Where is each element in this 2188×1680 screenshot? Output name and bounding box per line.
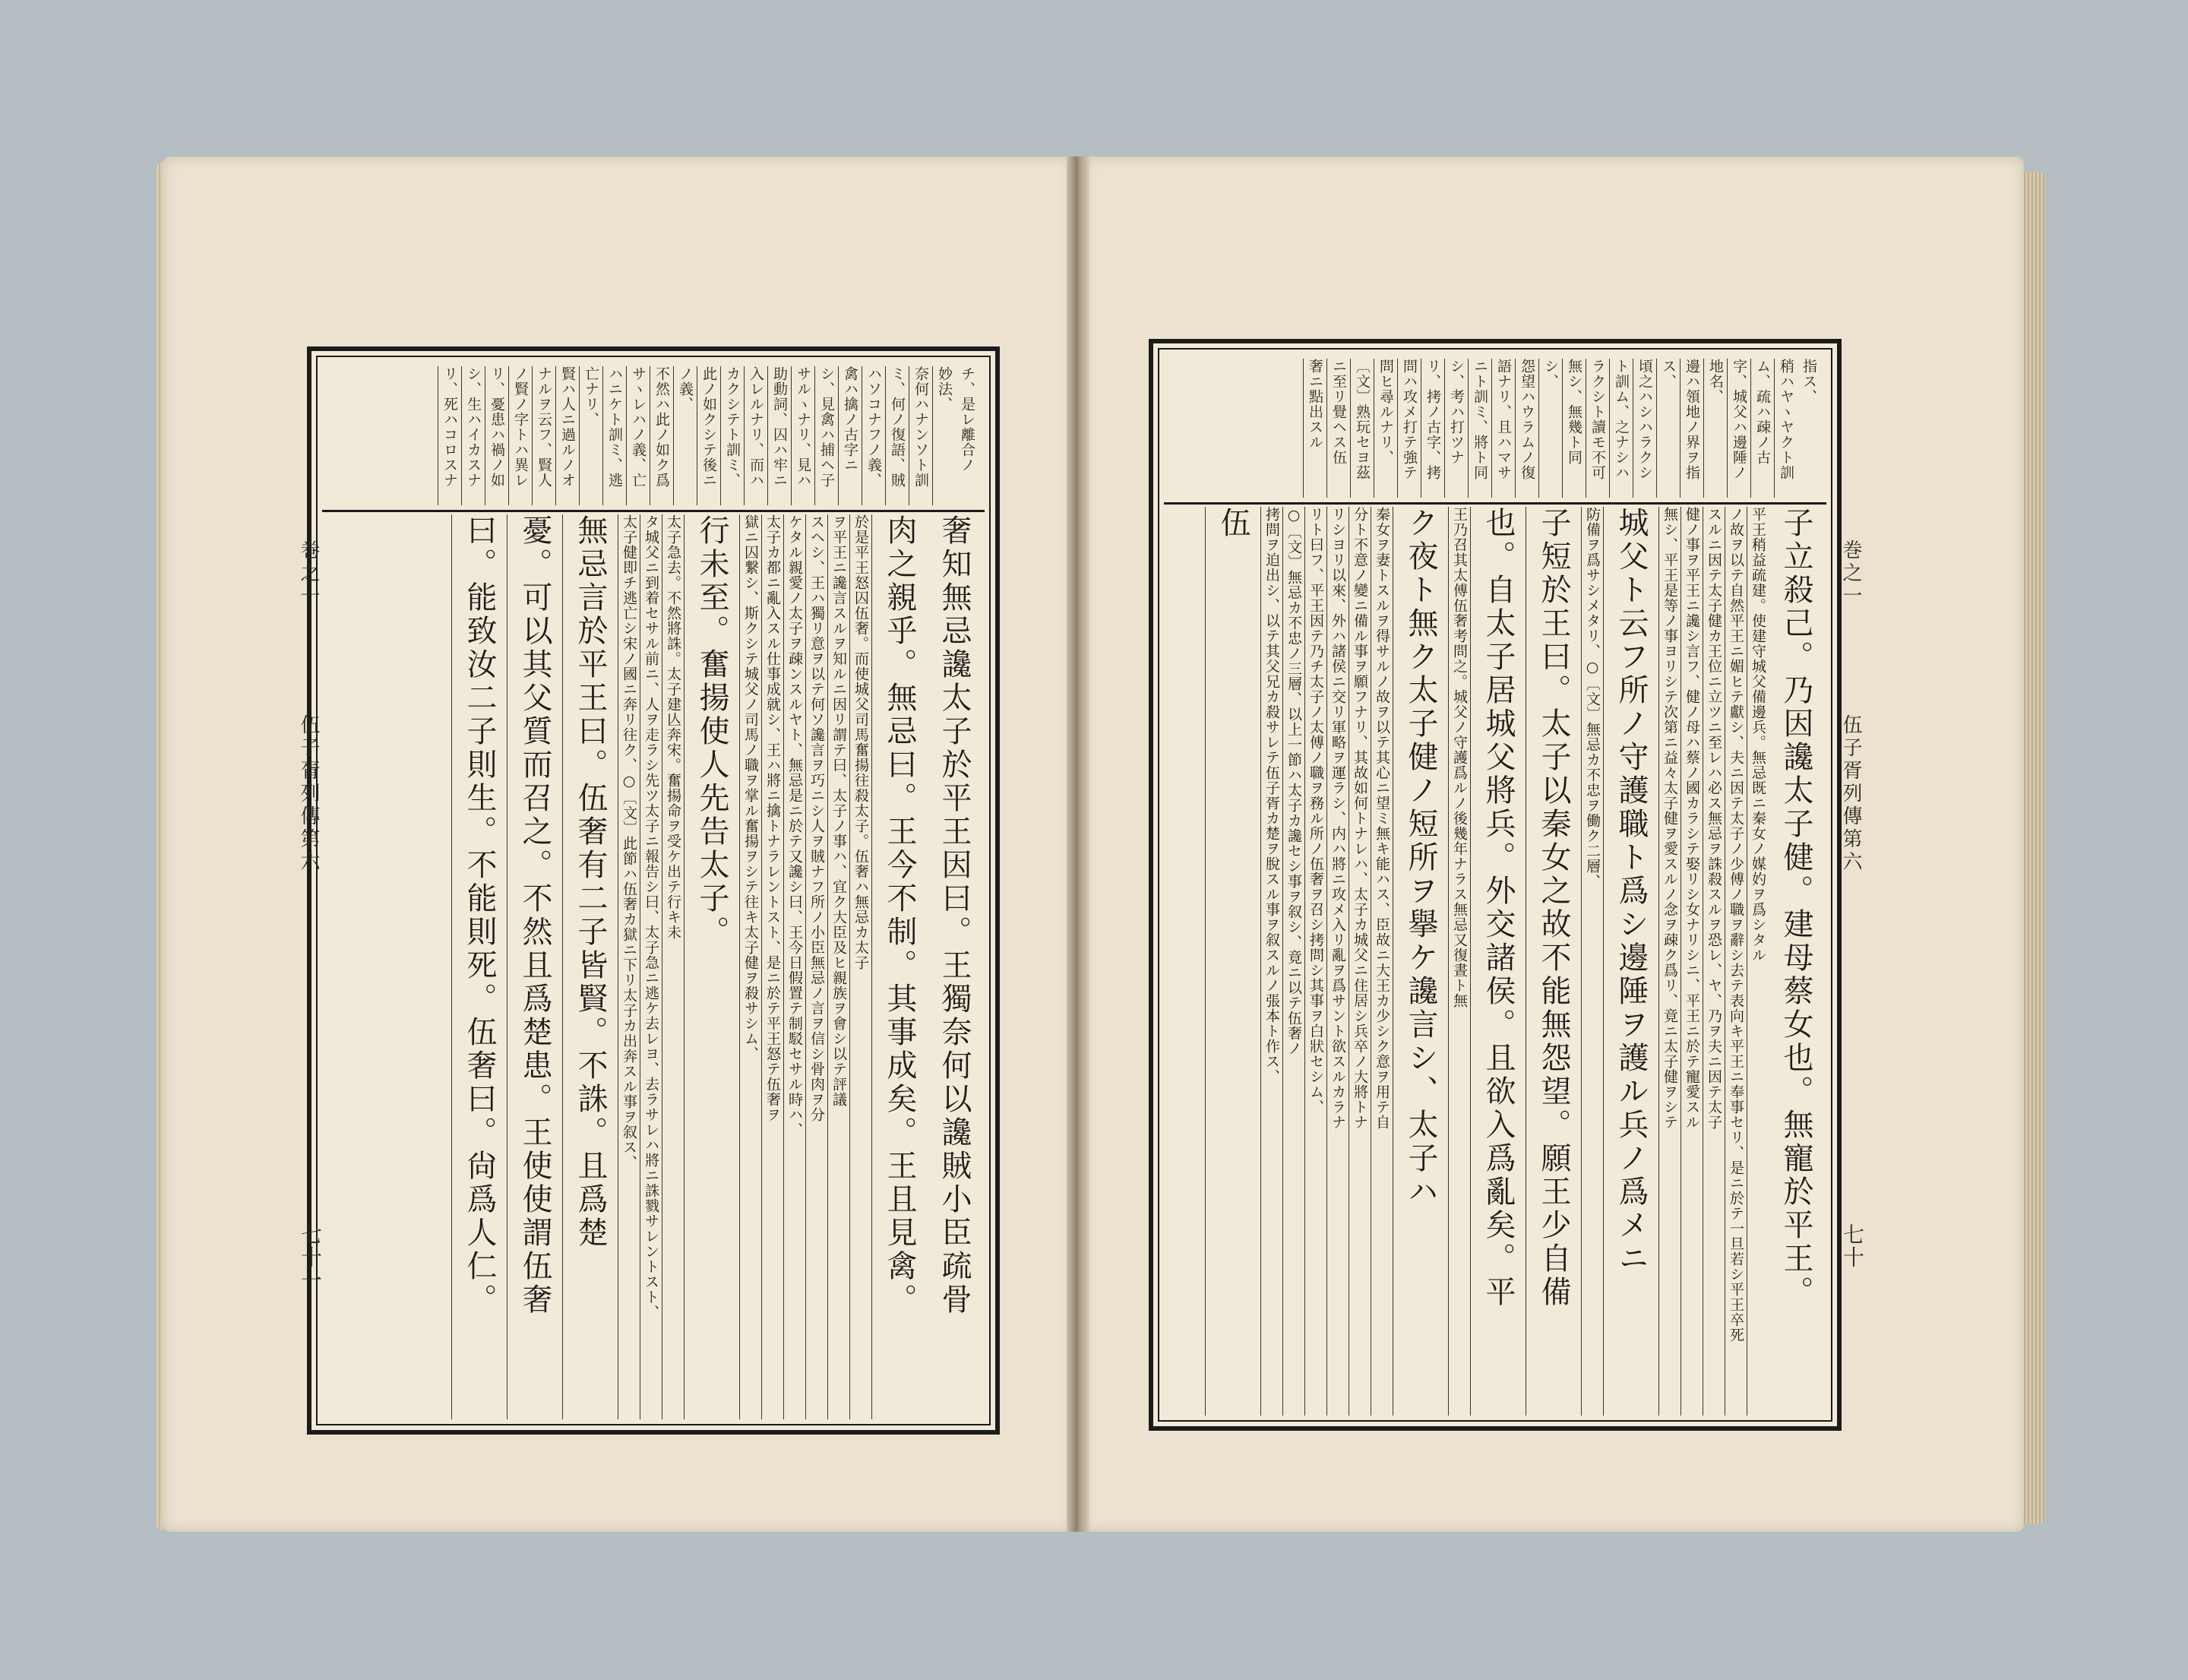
- left-running-title: 伍子胥列傳第六: [297, 714, 320, 874]
- text-column: 拷問ヲ迫出シ、以テ其父兄カ殺サレテ伍子胥カ楚ヲ脫スル事ヲ叙スルノ張本ト作ス、: [1260, 507, 1282, 1416]
- text-column: 太子急去。不然將誅。太子建亾奔宋。奮揚命ヲ受ケ出テ行キ未: [662, 514, 684, 1419]
- left-folio: 七十一: [298, 1223, 323, 1292]
- text-column: 平王稍益疏建。使建守城父備邊兵。無忌既ニ秦女ノ媒妁ヲ爲シタル: [1747, 507, 1769, 1416]
- headnote-column: ミ、何ノ復語、賊: [885, 366, 909, 505]
- headnote-column: 頃之ハシハラクシ: [1633, 359, 1656, 498]
- headnote-column: ト訓ム、之ナシハ: [1609, 359, 1633, 498]
- right-running-title: 伍子胥列傳第六: [1839, 714, 1862, 874]
- text-column: ヲ平王ニ讒言スルヲ知ルニ因リ謂テ曰、太子ノ事ハ、宜ク大臣及ヒ親族ヲ會シ以テ評議: [827, 514, 849, 1419]
- text-column: 健ノ事ヲ平王ニ讒シ言フ、健ノ母ハ蔡ノ國カラシテ娶リシ女ナリシニ、平王ニ於テ寵愛スル: [1681, 507, 1703, 1416]
- headnote-column: ニ至リ覺ヘス伍: [1326, 359, 1350, 498]
- text-column: 子短於王曰。太子以秦女之故不能無怨望。願王少自備: [1526, 507, 1581, 1416]
- text-column: スヘシ、王ハ獨リ意ヲ以テ何ソ讒言ヲ巧ニシ人ヲ賊ナフ所ノ小臣無忌ノ言ヲ信シ骨肉ヲ分: [805, 514, 827, 1419]
- text-column: 曰。能致汝二子則生。不能則死。伍奢曰。尙爲人仁。: [451, 514, 507, 1419]
- headnote-column: 怨望ハウラムノ復: [1515, 359, 1538, 498]
- text-column: 無忌言於平王曰。伍奢有二子皆賢。不誅。且爲楚: [562, 514, 618, 1419]
- headnote-column: シ、生ハイカスナ: [461, 366, 485, 505]
- right-running-volume: 巻之一: [1839, 539, 1862, 608]
- text-column: 王乃召其太傅伍奢考問之。城父ノ守護爲ルノ後幾年ナラス無忌又復晝ト無: [1448, 507, 1470, 1416]
- headnote-column: 〔文〕熟玩セヨ茲: [1350, 359, 1374, 498]
- text-column: ケタル親愛ノ太子ヲ疎ンスルヤト、無忌是ニ於テ又讒シ曰、王今日假置テ制駁セサル時ハ、: [783, 514, 805, 1419]
- text-column: 肉之親乎。無忌曰。王今不制。其事成矣。王且見禽。: [871, 514, 927, 1419]
- headnote-column: 奢ニ點出スル: [1303, 359, 1326, 498]
- headnote-column: ノ賢ノ字トハ異レ: [508, 366, 532, 505]
- right-headnotes: [1164, 354, 1826, 505]
- headnote-column: 地名、: [1703, 359, 1727, 498]
- text-column: 子立殺己。乃因讒太子健。建母蔡女也。無寵於平王。: [1779, 507, 1813, 1309]
- headnote-column: シ、見禽ハ捕ヘ子: [814, 366, 838, 505]
- headnote-column: ラクシト讀モ不可: [1586, 359, 1609, 498]
- right-main-text: [1164, 507, 1826, 1416]
- headnote-column: シ、考ハ打ツナ: [1444, 359, 1468, 498]
- headnote-column: リ、拷ノ古字、拷: [1421, 359, 1444, 498]
- headnote-column: 不然ハ此ノ如ク爲: [650, 366, 673, 505]
- headnote-column: ナルヲ云フ、賢人: [532, 366, 555, 505]
- headnote-column: カクシテト訓ミ、: [720, 366, 744, 505]
- text-column: 秦女ヲ妻トスルヲ得サルノ故ヲ以テ其心ニ望ミ無キ能ハス、臣故ニ大王カ少シク意ヲ用テ自: [1371, 507, 1393, 1416]
- headnote-column: 字、城父ハ邊陲ノ: [1727, 359, 1750, 498]
- headnote-column: リ、憂患ハ禍ノ如: [485, 366, 508, 505]
- headnote-column: 無シ、無幾ト同: [1562, 359, 1586, 498]
- text-column: リト曰フ、平王因テ乃チ太子ノ太傅ノ職ヲ務ル所ノ伍奢ヲ召シ拷問シ其事ヲ白狀セシム、: [1304, 507, 1326, 1416]
- text-column: ノ故ヲ以テ自然平王ニ媚ヒテ獻シ、夫ニ因テ太子ノ少傅ノ職ヲ辭シ去テ表向キ平王ニ奉事セリ、是ニ於テ一旦若シ平王卒死: [1725, 507, 1747, 1416]
- headnote-column: 邊ハ領地ノ界ヲ指: [1680, 359, 1703, 498]
- headnote-column: 入レルナリ、而ハ: [744, 366, 767, 505]
- headnote-column: 禽ハ擒ノ古字ニ: [838, 366, 862, 505]
- headnote-column: ニト訓ミ、將ト同: [1468, 359, 1491, 498]
- headnote-column: ノ義、: [673, 366, 697, 505]
- headnote-column: 此ノ如クシテ後ニ: [697, 366, 720, 505]
- text-column: スルニ因テ太子健カ王位ニ立ツニ至レハ必ス無忌ヲ誅殺スルヲ恐レ、ヤ、乃ヲ夫ニ因テ太子: [1703, 507, 1725, 1416]
- text-column: 分ト不意ノ變ニ備ル事ヲ願フナリ、其故如何トナレハ、太子カ城父ニ住居シ兵卒ノ大將トナ: [1349, 507, 1371, 1416]
- headnote-column: ハソコナフノ義、: [862, 366, 885, 505]
- left-main-text: [322, 514, 985, 1419]
- headnote-column: 稍ハヤヽヤクト訓: [1774, 359, 1798, 498]
- text-column: 獄ニ囚繋シ、斯クシテ城父ノ司馬ノ職ヲ掌ル奮揚ヲシテ往キ太子健ヲ殺サシム、: [739, 514, 761, 1419]
- headnote-column: チ、是レ離合ノ: [959, 366, 975, 473]
- text-column: 城父ト云フ所ノ守護職ト爲シ邊陲ヲ護ル兵ノ爲メニ: [1603, 507, 1658, 1416]
- right-folio: 七十: [1840, 1223, 1865, 1269]
- text-column: 也。自太子居城父將兵。外交諸侯。且欲入爲亂矣。平: [1470, 507, 1526, 1416]
- headnote-column: シ、: [1538, 359, 1562, 498]
- headnote-column: 亡ナリ、: [579, 366, 602, 505]
- headnote-column: ス、: [1656, 359, 1680, 498]
- headnote-column: サヽレハノ義、亡: [626, 366, 650, 505]
- headnote-column: サルヽナリ、見ハ: [791, 366, 814, 505]
- headnote-column: 助動詞、囚ハ牢ニ: [767, 366, 791, 505]
- text-column: 防備ヲ爲サシメタリ、○〔文〕無忌カ不忠ヲ働ク二層、: [1581, 507, 1603, 1416]
- headnote-column: 賢ハ人ニ過ルノオ: [555, 366, 579, 505]
- text-column: 伍: [1205, 507, 1260, 1416]
- text-column: リシヨリ以來、外ハ諸侯ニ交リ軍略ヲ運ラシ、内ハ將ニ攻メ入リ亂ヲ爲サント欲スルカラナ: [1326, 507, 1349, 1416]
- book-gutter: [1067, 157, 1089, 1532]
- text-column: 奢知無忌讒太子於平王因曰。王獨奈何以讒賊小臣疏骨: [937, 514, 972, 1317]
- text-column: タ城父ニ到着セサル前ニ、人ヲ走ラシ先ツ太子ニ報告シ曰、太子急ニ逃ケ去レヨ、去ラサレハ將ニ誅戮サレントスト、: [640, 514, 662, 1419]
- left-text-frame: [307, 346, 1000, 1435]
- right-text-frame: [1149, 339, 1842, 1431]
- headnote-column: ム、疏ハ疎ノ古: [1750, 359, 1774, 498]
- headnote-column: 奈何ハナンソト訓: [909, 366, 932, 505]
- left-running-volume: 巻之一: [297, 539, 320, 608]
- headnote-column: 語ナリ、且ハマサ: [1491, 359, 1515, 498]
- text-column: ○〔文〕無忌カ不忠ノ三層、以上一節ハ太子カ讒セシ事ヲ叙シ、竟ニ以テ伍奢ノ: [1282, 507, 1304, 1416]
- headnote-column: 妙法、: [932, 366, 956, 505]
- text-column: 太子カ都ニ亂入スル仕事成就シ、王ハ將ニ擒トナラレントスト、是ニ於テ平王怒テ伍奢ヲ: [761, 514, 783, 1419]
- headnote-column: 指ス、: [1801, 359, 1817, 404]
- left-headnotes: [322, 362, 985, 512]
- headnote-column: ハニケト訓ミ、逃: [602, 366, 626, 505]
- text-column: 於是平王怒囚伍奢。而使城父司馬奮揚往殺太子。伍奢ハ無忌カ太子: [849, 514, 871, 1419]
- text-column: 憂。可以其父質而召之。不然且爲楚患。王使使謂伍奢: [507, 514, 562, 1419]
- text-column: 無シ、平王是等ノ事ヨリシテ次第ニ益々太子健ヲ愛スルノ念ヲ疎ク爲リ、竟ニ太子健ヲシテ: [1658, 507, 1681, 1416]
- text-column: ク夜ト無ク太子健ノ短所ヲ擧ケ讒言シ、太子ハ: [1393, 507, 1448, 1416]
- headnote-column: リ、死ハコロスナ: [438, 366, 461, 505]
- text-column: 行未至。奮揚使人先告太子。: [684, 514, 739, 1419]
- headnote-column: 問ハ攻メ打テ強テ: [1397, 359, 1421, 498]
- headnote-column: 問ヒ尋ルナリ、: [1374, 359, 1397, 498]
- text-column: 太子健即チ逃亡シ宋ノ國ニ奔リ往ク、○〔文〕此節ハ伍奢カ獄ニ下リ太子カ出奔スル事ヲ叙ス、: [618, 514, 640, 1419]
